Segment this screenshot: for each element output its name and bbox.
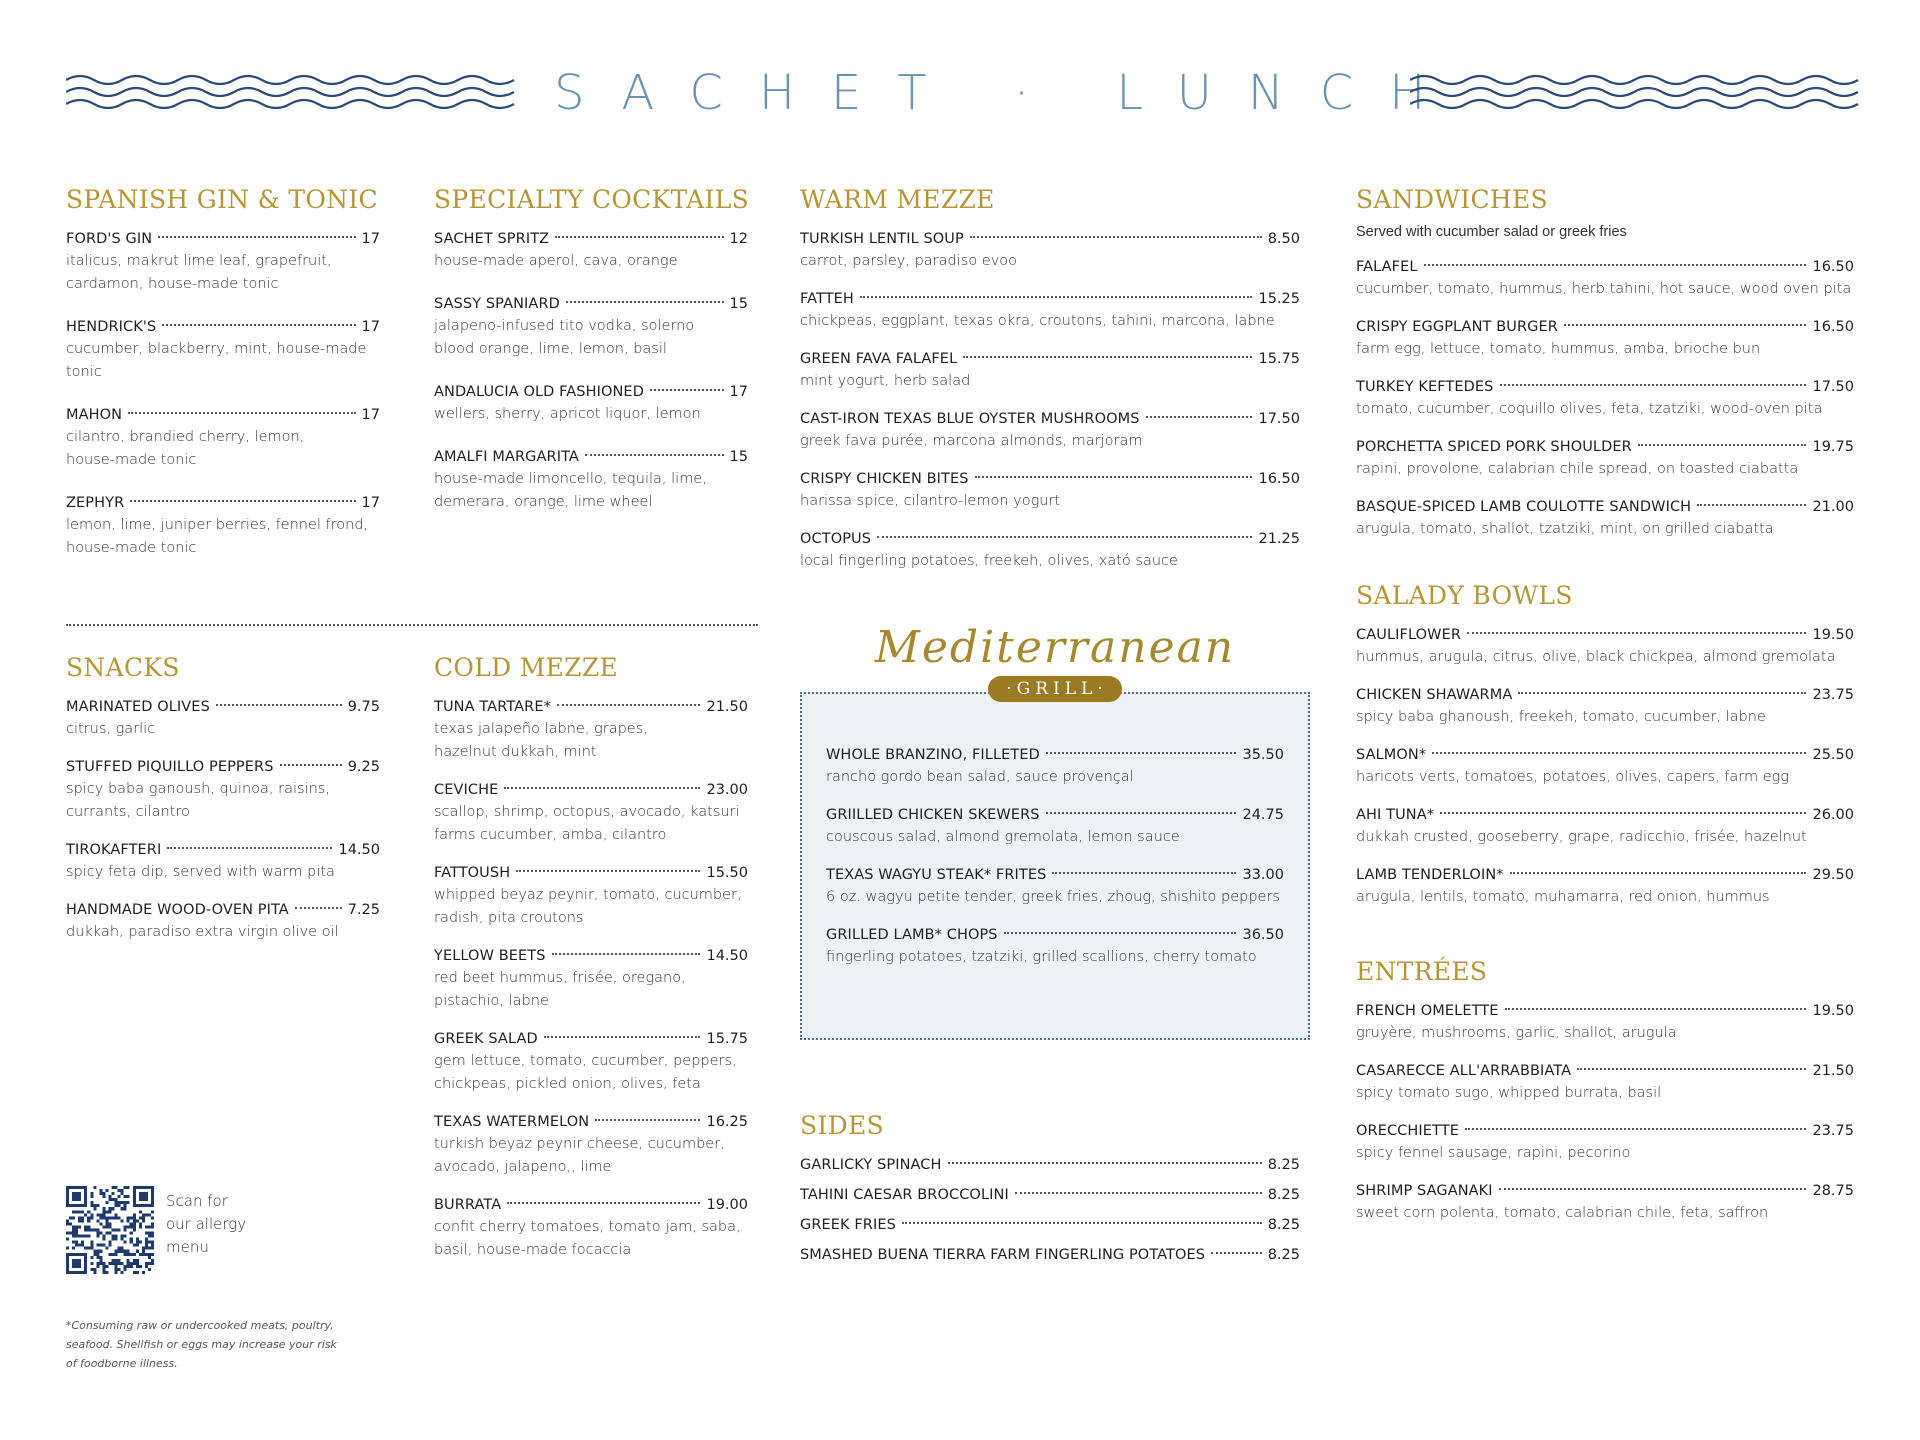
item-description: haricots verts, tomatoes, potatoes, olives, capers, farm egg	[1356, 769, 1790, 785]
dot-leader	[130, 500, 355, 502]
dot-leader	[1046, 812, 1237, 814]
item-description: gem lettuce, tomato, cucumber, peppers,	[434, 1053, 737, 1069]
wave-ornament-left-icon	[66, 72, 518, 112]
item-name: ORECCHIETTE	[1356, 1123, 1459, 1139]
menu-item-texas-wagyu-steak-frites	[826, 864, 1284, 909]
item-name: GREEK FRIES	[800, 1217, 896, 1233]
item-description: chickpeas, pickled onion, olives, feta	[434, 1076, 701, 1092]
menu-item-turkey-keftedes	[1356, 376, 1854, 421]
item-price: 33.00	[1242, 867, 1284, 883]
item-price: 9.25	[347, 759, 380, 775]
item-description: red beet hummus, frisée, oregano,	[434, 970, 686, 986]
grill-script-title: Mediterranean	[874, 622, 1236, 673]
item-price: 19.75	[1812, 439, 1854, 455]
item-name: GRILLED LAMB* CHOPS	[826, 927, 998, 943]
allergy-scan-text: Scan for our allergy menu	[166, 1192, 247, 1256]
item-description: couscous salad, almond gremolata, lemon sauce	[826, 829, 1180, 845]
dot-leader	[975, 476, 1253, 478]
menu-item-ford-s-gin	[66, 228, 380, 296]
item-price: 12	[729, 231, 748, 247]
item-price: 17.50	[1258, 411, 1300, 427]
section-title: COLD MEZZE	[434, 653, 619, 682]
section-snacks	[66, 652, 380, 959]
item-description: basil, house-made focaccia	[434, 1242, 632, 1258]
item-price: 15.25	[1258, 291, 1300, 307]
dot-leader	[1505, 1008, 1807, 1010]
item-description: 6 oz. wagyu petite tender, greek fries, zhoug, shishito peppers	[826, 889, 1280, 905]
item-description: spicy baba ghanoush, freekeh, tomato, cucumber, labne	[1356, 709, 1766, 725]
item-description: local fingerling potatoes, freekeh, olives, xató sauce	[800, 553, 1178, 569]
section-title: SANDWICHES	[1356, 185, 1548, 214]
section-spanish-gin-tonic	[66, 184, 380, 580]
item-description: cardamon, house-made tonic	[66, 276, 279, 292]
item-name: BURRATA	[434, 1197, 502, 1213]
dot-leader	[1046, 752, 1237, 754]
item-price: 23.75	[1812, 687, 1854, 703]
menu-item-casarecce-all-arrabbiata	[1356, 1060, 1854, 1105]
dot-leader	[902, 1222, 1262, 1224]
item-price: 17	[729, 384, 748, 400]
item-name: HENDRICK'S	[66, 319, 157, 335]
item-name: MAHON	[66, 407, 123, 423]
dot-leader	[1518, 692, 1806, 694]
dot-leader	[585, 454, 724, 456]
menu-item-zephyr	[66, 492, 380, 560]
item-description: house-made limoncello, tequila, lime,	[434, 471, 707, 487]
item-name: CRISPY CHICKEN BITES	[800, 471, 969, 487]
section-salady-bowls	[1356, 580, 1854, 924]
item-description: rancho gordo bean salad, sauce provençal	[826, 769, 1134, 785]
item-description: arugula, lentils, tomato, muhamarra, red onion, hummus	[1356, 889, 1770, 905]
item-price: 16.50	[1812, 319, 1854, 335]
item-name: SALMON*	[1356, 747, 1427, 763]
item-price: 23.00	[706, 782, 748, 798]
item-price: 14.50	[706, 948, 748, 964]
item-name: OCTOPUS	[800, 531, 872, 547]
menu-item-ahi-tuna	[1356, 804, 1854, 849]
item-name: ANDALUCIA OLD FASHIONED	[434, 384, 644, 400]
item-name: GREEN FAVA FALAFEL	[800, 351, 958, 367]
item-description: cilantro, brandied cherry, lemon,	[66, 429, 305, 445]
dot-leader	[128, 412, 355, 414]
dot-leader	[507, 1202, 700, 1204]
item-description: tonic	[66, 364, 102, 380]
item-name: AMALFI MARGARITA	[434, 449, 579, 465]
item-description: spicy tomato sugo, whipped burrata, basil	[1356, 1085, 1662, 1101]
item-description: sweet corn polenta, tomato, calabrian chile, feta, saffron	[1356, 1205, 1769, 1221]
dot-leader	[970, 236, 1262, 238]
menu-item-crispy-eggplant-burger	[1356, 316, 1854, 361]
item-price: 14.50	[338, 842, 380, 858]
item-price: 15.75	[706, 1031, 748, 1047]
item-name: GREEK SALAD	[434, 1031, 538, 1047]
dot-leader	[162, 324, 355, 326]
item-name: AHI TUNA*	[1356, 807, 1435, 823]
item-description: farm egg, lettuce, tomato, hummus, amba, brioche bun	[1356, 341, 1761, 357]
item-description: mint yogurt, herb salad	[800, 373, 971, 389]
menu-item-lamb-tenderloin	[1356, 864, 1854, 909]
dot-leader	[216, 704, 342, 706]
item-description: demerara, orange, lime wheel	[434, 494, 653, 510]
menu-item-crispy-chicken-bites	[800, 468, 1300, 513]
item-price: 8.25	[1267, 1217, 1300, 1233]
item-name: WHOLE BRANZINO, FILLETED	[826, 747, 1040, 763]
menu-item-tuna-tartare	[434, 696, 748, 764]
item-price: 16.50	[1258, 471, 1300, 487]
item-description: hazelnut dukkah, mint	[434, 744, 597, 760]
section-specialty-cocktails	[434, 184, 748, 534]
section-title: SPECIALTY COCKTAILS	[434, 185, 750, 214]
item-price: 24.75	[1242, 807, 1284, 823]
dot-leader	[1004, 932, 1237, 934]
menu-item-cauliflower	[1356, 624, 1854, 669]
section-sides	[800, 1110, 1300, 1274]
section-subtitle: Served with cucumber salad or greek fries	[1356, 224, 1627, 240]
item-name: FALAFEL	[1356, 259, 1418, 275]
menu-item-mahon	[66, 404, 380, 472]
dot-leader	[1499, 1188, 1807, 1190]
dot-leader	[516, 870, 700, 872]
item-description: whipped beyaz peynir, tomato, cucumber,	[434, 887, 742, 903]
item-price: 19.50	[1812, 627, 1854, 643]
menu-item-fatteh	[800, 288, 1300, 333]
menu-item-tirokafteri	[66, 839, 380, 884]
menu-item-cast-iron-texas-blue-oyster-mushrooms	[800, 408, 1300, 453]
item-price: 21.50	[706, 699, 748, 715]
item-description: greek fava purée, marcona almonds, marjoram	[800, 433, 1143, 449]
dot-leader	[552, 953, 701, 955]
dot-leader	[1052, 872, 1236, 874]
menu-item-tahini-caesar-broccolini	[800, 1184, 1300, 1206]
item-name: GARLICKY SPINACH	[800, 1157, 942, 1173]
item-description: fingerling potatoes, tzatziki, grilled scallions, cherry tomato	[826, 949, 1257, 965]
menu-item-falafel	[1356, 256, 1854, 301]
item-price: 8.25	[1267, 1157, 1300, 1173]
item-description: carrot, parsley, paradiso evoo	[800, 253, 1018, 269]
section-sandwiches	[1356, 184, 1854, 556]
dot-leader	[595, 1119, 700, 1121]
dot-leader	[1146, 416, 1253, 418]
item-name: TEXAS WAGYU STEAK* FRITES	[826, 867, 1047, 883]
dot-leader	[1638, 444, 1807, 446]
item-description: italicus, makrut lime leaf, grapefruit,	[66, 253, 332, 269]
menu-item-greek-fries	[800, 1214, 1300, 1236]
item-name: LAMB TENDERLOIN*	[1356, 867, 1504, 883]
menu-item-basque-spiced-lamb-coulotte-sandwich	[1356, 496, 1854, 541]
item-name: GRIILLED CHICKEN SKEWERS	[826, 807, 1040, 823]
menu-item-whole-branzino-filleted	[826, 744, 1284, 789]
dot-leader	[1564, 324, 1807, 326]
item-description: chickpeas, eggplant, texas okra, croutons, tahini, marcona, labne	[800, 313, 1275, 329]
item-price: 17.50	[1812, 379, 1854, 395]
item-price: 17	[361, 231, 380, 247]
dot-leader	[566, 301, 724, 303]
dot-leader	[1432, 752, 1806, 754]
item-name: CASARECCE ALL'ARRABBIATA	[1356, 1063, 1572, 1079]
item-description: cucumber, blackberry, mint, house-made	[66, 341, 367, 357]
item-price: 21.00	[1812, 499, 1854, 515]
menu-item-orecchiette	[1356, 1120, 1854, 1165]
dot-leader	[1510, 872, 1807, 874]
item-name: TAHINI CAESAR BROCCOLINI	[800, 1187, 1009, 1203]
item-description: tomato, cucumber, coquillo olives, feta, tzatziki, wood-oven pita	[1356, 401, 1823, 417]
item-description: spicy fennel sausage, rapini, pecorino	[1356, 1145, 1631, 1161]
menu-item-turkish-lentil-soup	[800, 228, 1300, 273]
menu-item-green-fava-falafel	[800, 348, 1300, 393]
dot-leader	[1577, 1068, 1806, 1070]
item-name: CEVICHE	[434, 782, 499, 798]
item-price: 19.50	[1812, 1003, 1854, 1019]
item-description: pistachio, labne	[434, 993, 549, 1009]
item-description: gruyère, mushrooms, garlic, shallot, arugula	[1356, 1025, 1677, 1041]
dot-leader	[1440, 812, 1806, 814]
item-price: 19.00	[706, 1197, 748, 1213]
item-description: scallop, shrimp, octopus, avocado, katsuri	[434, 804, 740, 820]
menu-item-stuffed-piquillo-peppers	[66, 756, 380, 824]
item-price: 15.75	[1258, 351, 1300, 367]
grill-badge: ·GRILL·	[988, 676, 1121, 702]
item-description: avocado, jalapeno,, lime	[434, 1159, 612, 1175]
dot-leader	[158, 236, 355, 238]
item-description: turkish beyaz peynir cheese, cucumber,	[434, 1136, 725, 1152]
allergy-qr-code-icon[interactable]	[66, 1186, 154, 1274]
menu-item-texas-watermelon	[434, 1111, 748, 1179]
item-price: 15	[729, 449, 748, 465]
item-price: 28.75	[1812, 1183, 1854, 1199]
item-description: cucumber, tomato, hummus, herb tahini, hot sauce, wood oven pita	[1356, 281, 1852, 297]
dot-leader	[1015, 1192, 1262, 1194]
item-name: CRISPY EGGPLANT BURGER	[1356, 319, 1558, 335]
dot-leader	[1211, 1252, 1262, 1254]
item-price: 9.75	[347, 699, 380, 715]
item-price: 8.25	[1267, 1187, 1300, 1203]
dot-leader	[280, 764, 342, 766]
dot-leader	[1465, 1128, 1807, 1130]
item-name: SMASHED BUENA TIERRA FARM FINGERLING POTATOES	[800, 1247, 1206, 1263]
menu-item-smashed-buena-tierra-farm-fingerling-potatoes	[800, 1244, 1300, 1266]
dot-leader	[650, 389, 724, 391]
item-name: YELLOW BEETS	[434, 948, 546, 964]
dot-leader	[948, 1162, 1262, 1164]
section-title: SPANISH GIN & TONIC	[66, 185, 378, 214]
item-description: confit cherry tomatoes, tomato jam, saba,	[434, 1219, 741, 1235]
item-name: BASQUE-SPICED LAMB COULOTTE SANDWICH	[1356, 499, 1692, 515]
item-name: CAST-IRON TEXAS BLUE OYSTER MUSHROOMS	[800, 411, 1140, 427]
wave-ornament-right-icon	[1410, 72, 1862, 112]
menu-item-french-omelette	[1356, 1000, 1854, 1045]
item-price: 35.50	[1242, 747, 1284, 763]
item-description: citrus, garlic	[66, 721, 156, 737]
item-price: 26.00	[1812, 807, 1854, 823]
dot-leader	[1424, 264, 1807, 266]
item-description: dukkah crusted, gooseberry, grape, radicchio, frisée, hazelnut	[1356, 829, 1807, 845]
item-description: currants, cilantro	[66, 804, 190, 820]
menu-item-salmon	[1356, 744, 1854, 789]
menu-item-yellow-beets	[434, 945, 748, 1013]
menu-item-fattoush	[434, 862, 748, 930]
item-name: STUFFED PIQUILLO PEPPERS	[66, 759, 274, 775]
item-name: TURKEY KEFTEDES	[1356, 379, 1494, 395]
item-description: house-made tonic	[66, 540, 197, 556]
item-name: FRENCH OMELETTE	[1356, 1003, 1499, 1019]
grill-box	[800, 692, 1310, 1040]
item-description: wellers, sherry, apricot liquor, lemon	[434, 406, 701, 422]
page-title: SACHET · LUNCH	[554, 65, 1462, 121]
menu-header	[66, 62, 1862, 124]
item-description: harissa spice, cilantro-lemon yogurt	[800, 493, 1061, 509]
item-description: radish, pita croutons	[434, 910, 584, 926]
item-name: PORCHETTA SPICED PORK SHOULDER	[1356, 439, 1632, 455]
dot-leader	[1467, 632, 1806, 634]
item-price: 8.25	[1267, 1247, 1300, 1263]
item-description: blood orange, lime, lemon, basil	[434, 341, 667, 357]
item-name: FORD'S GIN	[66, 231, 153, 247]
item-name: FATTOUSH	[434, 865, 511, 881]
dot-leader	[1500, 384, 1807, 386]
item-price: 15	[729, 296, 748, 312]
menu-item-handmade-wood-oven-pita	[66, 899, 380, 944]
item-price: 16.50	[1812, 259, 1854, 275]
section-warm-mezze	[800, 184, 1300, 588]
dot-leader	[1697, 504, 1806, 506]
dot-leader	[963, 356, 1252, 358]
section-title: SNACKS	[66, 653, 180, 682]
section-entrees	[1356, 956, 1854, 1240]
item-name: TUNA TARTARE*	[434, 699, 551, 715]
menu-item-marinated-olives	[66, 696, 380, 741]
menu-item-octopus	[800, 528, 1300, 573]
item-description: house-made aperol, cava, orange	[434, 253, 678, 269]
menu-item-hendrick-s	[66, 316, 380, 384]
menu-item-greek-salad	[434, 1028, 748, 1096]
dot-leader	[167, 847, 332, 849]
item-name: CHICKEN SHAWARMA	[1356, 687, 1513, 703]
item-price: 17	[361, 407, 380, 423]
dot-leader	[295, 907, 342, 909]
item-price: 25.50	[1812, 747, 1854, 763]
item-description: house-made tonic	[66, 452, 197, 468]
item-name: TURKISH LENTIL SOUP	[800, 231, 964, 247]
item-name: SHRIMP SAGANAKI	[1356, 1183, 1493, 1199]
menu-item-ceviche	[434, 779, 748, 847]
item-description: spicy baba ganoush, quinoa, raisins,	[66, 781, 330, 797]
dot-leader	[877, 536, 1252, 538]
section-title: SIDES	[800, 1111, 884, 1140]
item-description: arugula, tomato, shallot, tzatziki, mint, on grilled ciabatta	[1356, 521, 1774, 537]
item-price: 21.25	[1258, 531, 1300, 547]
item-name: MARINATED OLIVES	[66, 699, 210, 715]
item-name: CAULIFLOWER	[1356, 627, 1462, 643]
menu-item-amalfi-margarita	[434, 446, 748, 514]
item-name: ZEPHYR	[66, 495, 125, 511]
item-price: 29.50	[1812, 867, 1854, 883]
dot-leader	[557, 704, 701, 706]
item-price: 15.50	[706, 865, 748, 881]
dot-leader	[504, 787, 700, 789]
section-title: SALADY BOWLS	[1356, 581, 1573, 610]
item-name: FATTEH	[800, 291, 854, 307]
dot-leader	[555, 236, 723, 238]
item-description: rapini, provolone, calabrian chile spread, on toasted ciabatta	[1356, 461, 1799, 477]
item-name: TEXAS WATERMELON	[434, 1114, 590, 1130]
menu-item-garlicky-spinach	[800, 1154, 1300, 1176]
item-description: hummus, arugula, citrus, olive, black chickpea, almond gremolata	[1356, 649, 1836, 665]
section-divider	[66, 624, 758, 626]
item-description: dukkah, paradiso extra virgin olive oil	[66, 924, 339, 940]
section-title: WARM MEZZE	[800, 185, 995, 214]
dot-leader	[544, 1036, 701, 1038]
menu-item-sassy-spaniard	[434, 293, 748, 361]
item-price: 7.25	[347, 902, 380, 918]
item-name: TIROKAFTERI	[66, 842, 162, 858]
item-name: HANDMADE WOOD-OVEN PITA	[66, 902, 289, 918]
mediterranean-grill-panel	[800, 620, 1310, 965]
item-name: SASSY SPANIARD	[434, 296, 560, 312]
menu-item-grilled-lamb-chops	[826, 924, 1284, 969]
item-price: 17	[361, 319, 380, 335]
item-price: 8.50	[1267, 231, 1300, 247]
item-description: jalapeno-infused tito vodka, solerno	[434, 318, 695, 334]
menu-item-andalucia-old-fashioned	[434, 381, 748, 426]
item-price: 23.75	[1812, 1123, 1854, 1139]
menu-item-griilled-chicken-skewers	[826, 804, 1284, 849]
item-price: 17	[361, 495, 380, 511]
item-price: 16.25	[706, 1114, 748, 1130]
item-description: lemon, lime, juniper berries, fennel frond,	[66, 517, 369, 533]
section-cold-mezze	[434, 652, 748, 1277]
item-name: SACHET SPRITZ	[434, 231, 550, 247]
item-price: 21.50	[1812, 1063, 1854, 1079]
item-description: farms cucumber, amba, cilantro	[434, 827, 667, 843]
menu-item-burrata	[434, 1194, 748, 1262]
menu-item-shrimp-saganaki	[1356, 1180, 1854, 1225]
dot-leader	[860, 296, 1253, 298]
food-safety-disclaimer: *Consuming raw or undercooked meats, poultry, seafood. Shellfish or eggs may increase your risk of foodborne illness.	[66, 1319, 337, 1370]
menu-item-chicken-shawarma	[1356, 684, 1854, 729]
menu-item-porchetta-spiced-pork-shoulder	[1356, 436, 1854, 481]
item-price: 36.50	[1242, 927, 1284, 943]
item-description: texas jalapeño labne, grapes,	[434, 721, 648, 737]
item-description: spicy feta dip, served with warm pita	[66, 864, 335, 880]
menu-item-sachet-spritz	[434, 228, 748, 273]
section-title: ENTRÉES	[1356, 957, 1488, 986]
